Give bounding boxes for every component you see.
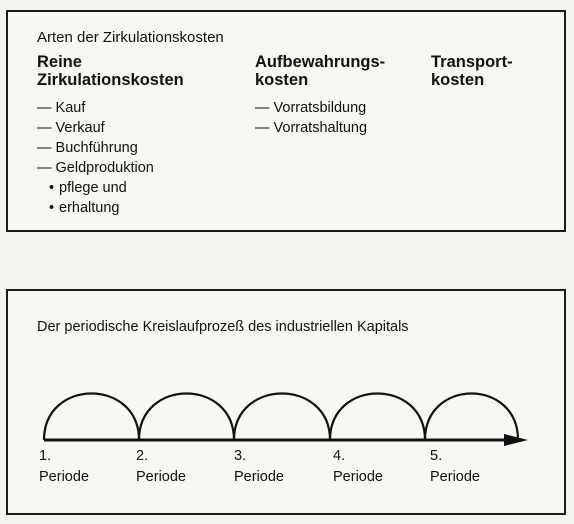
period-number: 1. (39, 448, 52, 464)
title-line: Aufbewahrungs- (255, 53, 386, 71)
list-item: — Verkauf (37, 120, 105, 136)
cycle-arc (425, 394, 518, 441)
costs-heading: Arten der Zirkulationskosten (37, 29, 224, 46)
title-line: kosten (431, 71, 485, 89)
period-number: 3. (234, 448, 247, 464)
bullet-icon: • (49, 180, 55, 196)
period-text: Periode (430, 469, 480, 485)
sub-list-item (37, 178, 247, 198)
title-line: kosten (255, 71, 309, 89)
column-pure-circulation-costs (37, 53, 247, 218)
cycle-arc (44, 394, 139, 441)
column-storage-costs (255, 53, 425, 138)
cycle-arc (234, 394, 330, 441)
cycle-diagram (8, 291, 564, 513)
period-label-1 (39, 446, 89, 488)
list-item: — Kauf (37, 100, 86, 116)
list-item: — Vorratshaltung (255, 120, 368, 136)
cycle-box (6, 289, 566, 515)
column-title (255, 53, 425, 89)
list-item: — Vorratsbildung (255, 100, 367, 116)
cycle-heading: Der periodische Kreislaufprozeß des industriellen Kapitals (37, 319, 409, 335)
period-number: 2. (136, 448, 149, 464)
period-text: Periode (333, 469, 383, 485)
column-title (37, 53, 247, 89)
costs-box (6, 10, 566, 232)
period-number: 4. (333, 448, 346, 464)
period-text: Periode (136, 469, 186, 485)
period-label-4 (333, 446, 383, 488)
column-title (431, 53, 551, 89)
sub-list-item-label: erhaltung (59, 200, 120, 216)
list-item: — Geldproduktion (37, 160, 154, 176)
bullet-icon: • (49, 200, 55, 216)
title-line: Zirkulationskosten (37, 71, 184, 89)
period-text: Periode (39, 469, 89, 485)
arrow-head-icon (504, 434, 528, 446)
title-line: Reine (37, 53, 82, 71)
period-label-2 (136, 446, 186, 488)
period-text: Periode (234, 469, 284, 485)
period-number: 5. (430, 448, 443, 464)
list-item: — Buchführung (37, 140, 138, 156)
sub-list-item (37, 198, 247, 218)
sub-list-item-label: pflege und (59, 180, 127, 196)
column-transport-costs (431, 53, 551, 98)
period-label-3 (234, 446, 284, 488)
cycle-arc (330, 394, 425, 441)
title-line: Transport- (431, 53, 513, 71)
period-label-5 (430, 446, 480, 488)
cycle-arc (139, 394, 234, 441)
